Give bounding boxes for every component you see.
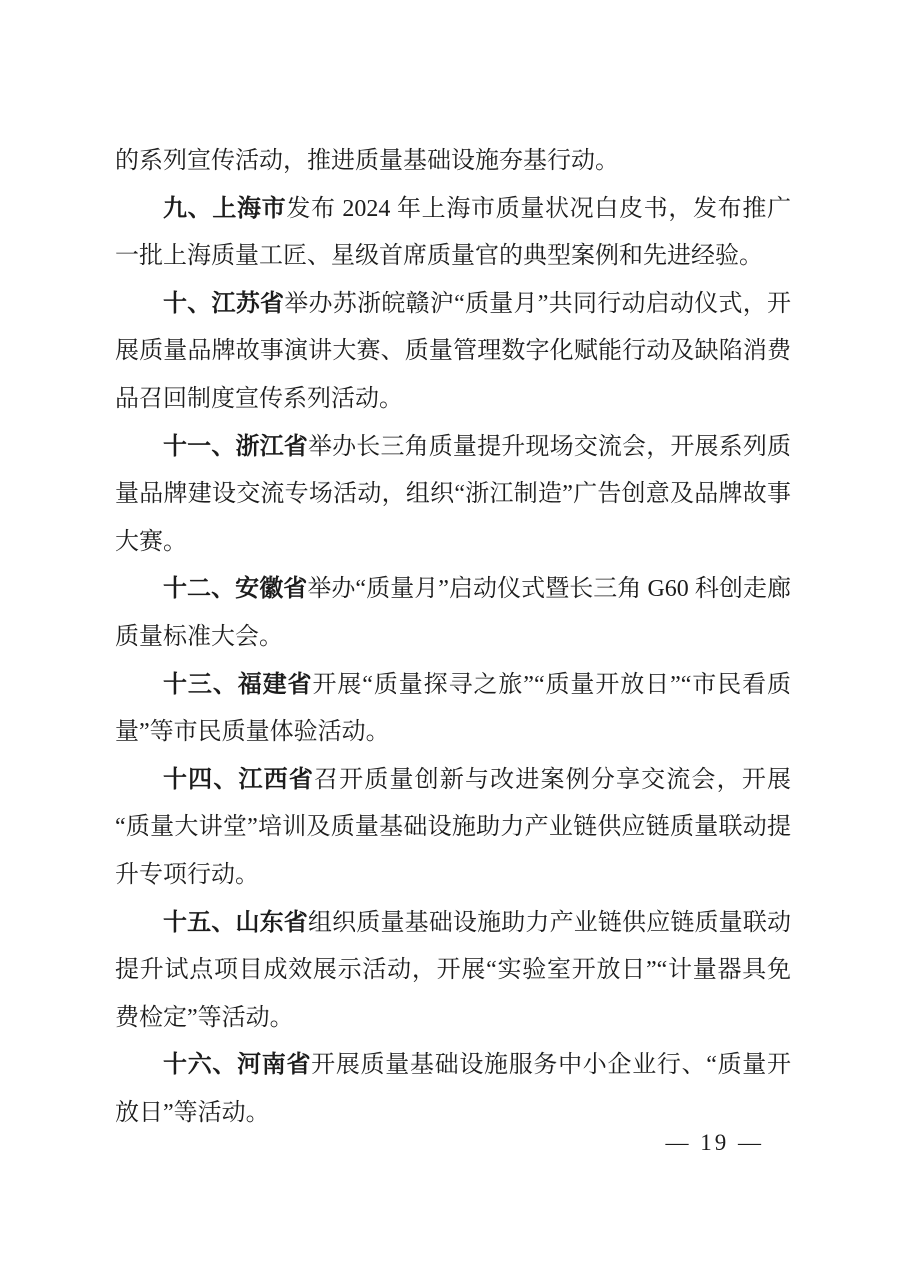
paragraph-text: 的系列宣传活动，推进质量基础设施夯基行动。 [115,148,619,174]
document-body [115,138,791,1137]
paragraph-text: 举办苏浙皖赣沪“质量月”共同行动启动仪式，开展质量品牌故事演讲大赛、质量管理数字化赋能行动及缺陷消费品召回制度宣传系列活动。 [115,290,792,412]
paragraph-text: 组织质量基础设施助力产业链供应链质量联动提升试点项目成效展示活动，开展“实验室开放日”“计量器具免费检定”等活动。 [115,909,792,1031]
paragraph-text: 开展质量基础设施服务中小企业行、“质量开放日”等活动。 [115,1052,792,1126]
paragraph-continuation [115,138,791,186]
paragraph-item-9-shanghai [115,186,791,281]
paragraph-lead: 十四、江西省 [163,766,314,793]
paragraph-lead: 十六、河南省 [163,1052,312,1079]
paragraph-text: 举办长三角质量提升现场交流会，开展系列质量品牌建设交流专场活动，组织“浙江制造”广告创意及品牌故事大赛。 [115,433,792,555]
paragraph-text: 举办“质量月”启动仪式暨长三角 G60 科创走廊质量标准大会。 [115,576,792,650]
paragraph-text: 开展“质量探寻之旅”“质量开放日”“市民看质量”等市民质量体验活动。 [115,671,792,746]
paragraph-item-10-jiangsu [115,281,791,424]
paragraph-item-12-anhui [115,566,791,661]
paragraph-lead: 十二、安徽省 [163,576,308,603]
paragraph-lead: 十、江苏省 [163,290,285,317]
paragraph-text: 发布 2024 年上海市质量状况白皮书，发布推广一批上海质量工匠、星级首席质量官的典型案例和先进经验。 [115,195,792,270]
page-number: — 19 — [665,1130,764,1155]
paragraph-text: 召开质量创新与改进案例分享交流会，开展“质量大讲堂”培训及质量基础设施助力产业链供应链质量联动提升专项行动。 [115,766,791,888]
paragraph-item-14-jiangxi [115,757,791,900]
paragraph-lead: 十三、福建省 [163,671,313,698]
paragraph-item-16-henan [115,1042,791,1137]
paragraph-item-15-shandong [115,900,791,1043]
paragraph-lead: 十一、浙江省 [163,433,308,460]
paragraph-lead: 九、上海市 [163,195,287,222]
paragraph-lead: 十五、山东省 [163,909,308,936]
paragraph-item-11-zhejiang [115,424,791,567]
paragraph-item-13-fujian [115,662,791,757]
